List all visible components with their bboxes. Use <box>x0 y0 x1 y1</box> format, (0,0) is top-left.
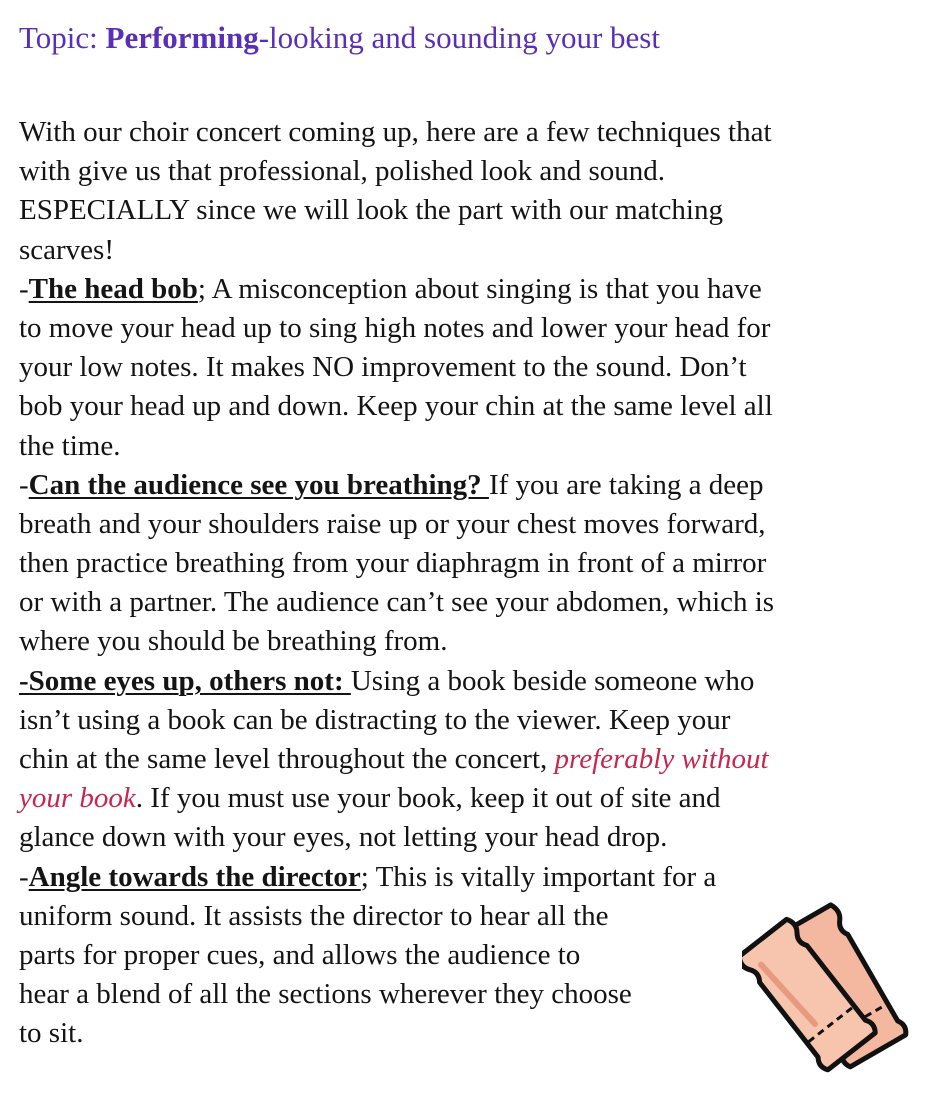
head-bob-first-line <box>19 270 919 309</box>
eyes-line3-emphasis: preferably without <box>554 743 769 775</box>
angle-line: to sit. <box>19 1017 84 1050</box>
eyes-lead: Using a book beside someone who <box>350 664 755 697</box>
head-bob-line: your low notes. It makes NO improvement to the sound. Don’t <box>19 351 747 384</box>
eyes-line: isn’t using a book can be distracting to the viewer. Keep your <box>19 703 731 736</box>
intro-line: scarves! <box>19 233 115 266</box>
topic-bold-word: Performing <box>105 20 259 55</box>
head-bob-line: bob your head up and down. Keep your chin at the same level all <box>19 390 773 423</box>
eyes-line3-plain: chin at the same level throughout the concert, <box>19 743 555 775</box>
intro-line: with give us that professional, polished look and sound. <box>19 155 665 188</box>
head-bob-line: to move your head up to sing high notes and lower your head for <box>19 311 771 344</box>
topic-title <box>19 18 660 58</box>
eyes-line <box>19 740 919 779</box>
head-bob-heading: The head bob <box>28 272 198 305</box>
breathing-line: then practice breathing from your diaphragm in front of a mirror <box>19 547 767 580</box>
angle-line: parts for proper cues, and allows the audience to <box>19 938 581 971</box>
angle-lead: ; This is vitally important for a <box>360 860 717 893</box>
breathing-first-line <box>19 466 919 505</box>
eyes-first-line <box>19 662 919 701</box>
eyes-line4-emphasis: your book <box>19 782 136 815</box>
intro-line: ESPECIALLY since we will look the part with our matching <box>19 194 723 227</box>
breathing-dash: - <box>19 468 29 501</box>
angle-line: uniform sound. It assists the director to hear all the <box>19 899 609 932</box>
eyes-line: glance down with your eyes, not letting your head drop. <box>19 821 668 854</box>
breathing-heading: Can the audience see you breathing? <box>28 468 489 501</box>
angle-line: hear a blend of all the sections wherever they choose <box>19 978 632 1011</box>
breathing-lead: If you are taking a deep <box>488 468 764 501</box>
tickets-icon <box>742 893 920 1073</box>
angle-first-line <box>19 858 919 897</box>
angle-heading: Angle towards the director <box>28 860 361 893</box>
eyes-line4-plain: . If you must use your book, keep it out of site and <box>135 782 721 815</box>
breathing-line: where you should be breathing from. <box>19 625 448 658</box>
eyes-line <box>19 779 919 818</box>
head-bob-line: the time. <box>19 429 121 462</box>
breathing-line: or with a partner. The audience can’t see your abdomen, which is <box>19 586 775 619</box>
intro-line: With our choir concert coming up, here are a few techniques that <box>19 116 772 148</box>
breathing-line: breath and your shoulders raise up or your chest moves forward, <box>19 507 766 540</box>
head-bob-dash: - <box>19 272 29 305</box>
topic-suffix: -looking and sounding your best <box>258 20 660 55</box>
angle-dash: - <box>19 860 29 893</box>
eyes-heading: -Some eyes up, others not: <box>19 664 351 697</box>
head-bob-lead: ; A misconception about singing is that you have <box>197 272 762 305</box>
topic-prefix: Topic: <box>19 20 106 55</box>
